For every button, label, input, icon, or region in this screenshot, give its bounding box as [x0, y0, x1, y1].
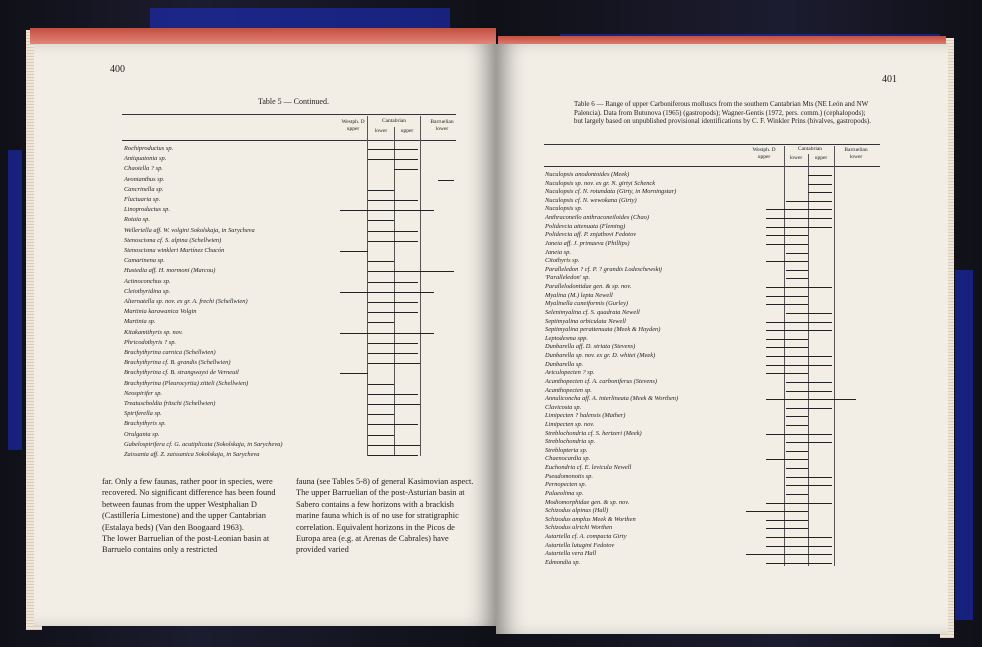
table-row-label: Edmondia sp. [545, 558, 581, 566]
header-cant-upper: upper [814, 155, 828, 161]
range-bar [368, 394, 418, 395]
column-divider [367, 116, 368, 456]
table-top-rule [544, 144, 880, 145]
table-row-label: 'Paralleledon' sp. [545, 274, 590, 282]
table-row-label: Anthraconeilo anthraconeiloides (Chao) [545, 214, 650, 222]
range-bar [786, 253, 808, 254]
table-row-label: Brachythyris sp. [124, 420, 166, 428]
table-row-label: Hustedia aff. H. mormoni (Marcou) [124, 267, 216, 275]
table-row-label: Alternatella sp. nov. ex gr. A. frechi (Schellwien) [124, 298, 248, 305]
page-edge-red-left [30, 28, 496, 44]
range-bar [766, 261, 808, 262]
table-row-label: Clavicosta sp. [545, 403, 582, 411]
range-bar [786, 408, 832, 409]
range-bar [746, 554, 832, 555]
table-row-label: Schizodus ulrichi Worthen [545, 524, 613, 532]
table-row-label: Limipecten ? halensis (Mather) [545, 412, 626, 420]
table-row-label: Janeia sp. [545, 248, 571, 256]
range-bar [368, 404, 420, 405]
range-bar [438, 180, 454, 181]
table-row-label: Nuculopsis cf. N. wewokana (Girty) [545, 196, 637, 204]
range-bar [766, 209, 832, 210]
range-bar [786, 442, 832, 443]
range-bar [368, 445, 420, 446]
table-row-label: Nuculopsis anodontoides (Meek) [545, 171, 630, 178]
table-row-label: Annuliconcha aff. A. interlineata (Meek & Worthen) [545, 395, 679, 403]
range-bar [786, 451, 808, 452]
table-header-rule [122, 140, 456, 141]
table-caption: Table 6 — Range of upper Carboniferous molluscs from the southern Cantabrian Mts (NE León and NW Palencia). Data from Butunova (1965) (gastropods); Wagner-Gentis (1972, pers. comm.) (cephalopods); but largely based on unpublished provisional identifications by C. F. Winkler Prins (bivalves, gastropods). [574, 100, 871, 126]
range-bar [808, 192, 832, 193]
range-bar [368, 159, 418, 160]
range-bar [368, 414, 394, 415]
body-paragraph-left: far. Only a few faunas, rather poor in species, were recovered. No significant difference has been found between faunas from the upper Westphalian D (Castillería Limestone) and the upper Cantabrian (Estalaya beds) (Van den Boogaard 1963). The lower Barruelian of the post-Leonian basin at Barruelo contains only a restricted [102, 477, 276, 555]
table-row-label: Chaoiella ? sp. [124, 165, 163, 173]
table-row-label: Septimyalina orbiculata Newell [545, 317, 626, 325]
table-row-label: Streblochondria sp. [545, 438, 596, 446]
range-bar [766, 235, 808, 236]
table-row-label: Actinoconchus sp. [124, 277, 171, 285]
table-row-label: Myalinella cuneiformis (Gurley) [545, 300, 629, 308]
table-top-rule [122, 114, 456, 115]
table-row-label: Zaissania aff. Z. zaissanica Sokolskaja, in Sarycheva [124, 451, 260, 458]
body-paragraph-right: fauna (see Tables 5-8) of general Kasimovian aspect. The upper Barruelian of the post-Asturian basin at Sabero contains a few horizons with a brackish marine fauna which is of no use for stratigraphic correlation. Equivalent horizons in the Picos de Europa area (e.g. at Arenas de Cabrales) have provided varied [296, 477, 474, 555]
range-bar [368, 220, 394, 221]
range-bar [394, 169, 418, 170]
range-bar [766, 356, 832, 357]
header-barruelian: Barruelian lower [844, 147, 868, 160]
range-bar [766, 322, 832, 323]
range-bar [786, 425, 808, 426]
page-number: 400 [110, 64, 125, 75]
table-row-label: Aviculopecten ? sp. [545, 369, 595, 377]
table-row-label: Phricodothyris ? sp. [124, 338, 177, 346]
range-bar [766, 347, 808, 348]
header-cant-lower: lower [789, 155, 803, 161]
range-bar [368, 241, 418, 242]
range-bar [340, 210, 434, 211]
range-bar [766, 227, 832, 228]
table-row-label: Kitakamithyris sp. nov. [124, 328, 183, 336]
table-row-label: Brachythyrina cf. B. grandis (Schellwien) [124, 359, 231, 367]
table-row-label: Acanthopecten sp. [545, 386, 592, 394]
table-row-label: Myalina (M.) lepta Newell [545, 291, 613, 299]
range-bar [786, 278, 808, 279]
table-row-label: Neospirifer sp. [124, 389, 162, 397]
range-bar [766, 296, 808, 297]
range-bar [368, 190, 394, 191]
column-divider [808, 154, 809, 566]
table-row-label: Streblochondria cf. S. hertzeri (Meek) [545, 429, 642, 437]
table-row-label: Citothyris sp. [545, 257, 580, 265]
range-bar [766, 399, 856, 400]
table-row-label: Parallelodontidae gen. & sp. nov. [545, 283, 632, 291]
table-row-label: Euchondria cf. E. levicula Newell [545, 464, 632, 472]
table-row-label: Gabelospirifera cf. G. acutiplicata (Sokolskaja, in Sarycheva) [124, 440, 283, 448]
range-bar [766, 503, 832, 504]
table-row-label: Treatuscholdia fritschi (Schellwien) [124, 400, 216, 407]
range-bar [786, 382, 832, 383]
range-bar [786, 468, 808, 469]
table-row-label: Palaeolima sp. [545, 489, 584, 497]
range-bar [766, 546, 832, 547]
range-bar [766, 563, 832, 564]
table-row-label: Pernopecten sp. [545, 481, 587, 489]
table-row-label: Camarinena sp. [124, 257, 165, 265]
table-row-label: Astartella lutugini Fedotov [545, 541, 615, 549]
range-bar [786, 494, 808, 495]
range-bar [368, 363, 420, 364]
left-page [34, 44, 496, 626]
range-bar [368, 435, 394, 436]
range-bar [340, 373, 368, 374]
table-row-label: Martinia sp. [124, 318, 156, 326]
header-cant-upper: upper [400, 128, 414, 134]
range-bar [766, 373, 808, 374]
table-row-label: Septimyalina perattenuata (Meek & Hayden) [545, 326, 661, 334]
table-row-label: Brachythyrina cf. B. strangwaysi de Verneuil [124, 369, 239, 377]
table-row-label: Welleriella aff. W. volgini Sokolskaja, in Sarycheva [124, 226, 255, 234]
range-bar [766, 330, 832, 331]
range-bar [766, 244, 808, 245]
table-row-label: Selenimyalina cf. S. quadrata Newell [545, 308, 640, 316]
range-bar [368, 200, 418, 201]
range-bar [340, 251, 368, 252]
table-row-label: Chaenocardia sp. [545, 455, 591, 463]
column-divider [420, 116, 421, 456]
table-row-label: Paralleledon ? cf. P. ? grandis Lodeschewskij [545, 265, 663, 273]
table-header-rule [544, 166, 880, 167]
range-bar [368, 271, 454, 272]
header-westph: Westph. D upper [752, 147, 776, 160]
cover-pattern [8, 150, 22, 450]
table-row-label: Cleiothyridina sp. [124, 287, 171, 295]
range-bar [368, 384, 394, 385]
range-bar [766, 520, 808, 521]
range-bar [766, 287, 832, 288]
range-bar [766, 434, 832, 435]
range-bar [368, 322, 394, 323]
range-bar [766, 365, 832, 366]
header-barruelian: Barruelian lower [430, 119, 454, 132]
table-row-label: Dunbarella sp. [545, 360, 584, 368]
table-row-label: Rotaia sp. [124, 216, 150, 224]
table-row-label: Streblopteria sp. [545, 446, 588, 454]
range-bar [368, 455, 418, 456]
table-row-label: Janeia aff. J. primaeva (Phillips) [545, 239, 630, 247]
range-bar [786, 313, 832, 314]
table-row-label: Brachythyrina (Pleurocyrtia) zitteli (Schellwien) [124, 379, 249, 387]
range-bar [766, 339, 808, 340]
header-cant-lower: lower [374, 128, 388, 134]
range-bar [368, 302, 418, 303]
range-bar [786, 391, 832, 392]
table-row-label: Rochiproductus sp. [124, 145, 174, 152]
table-row-label: Dunbarella sp. nov. ex gr. D. whitei (Meek) [545, 352, 656, 360]
table-row-label: Astartella cf. A. compacta Girty [545, 533, 627, 541]
range-bar [368, 261, 394, 262]
range-bar [368, 343, 418, 344]
range-bar [766, 459, 808, 460]
table-row-label: Polidevcia aff. P. znjathovi Fedotov [545, 231, 637, 239]
cover-pattern [955, 270, 973, 620]
table-row-label: Dunbarella aff. D. striata (Stevens) [545, 343, 636, 351]
table-row-label: Stenoscisma winkleri Martínez Chacón [124, 247, 225, 254]
range-bar [786, 270, 808, 271]
cover-pattern [150, 8, 450, 30]
table-row-label: Fluctuaria sp. [124, 196, 161, 203]
range-bar [340, 292, 434, 293]
range-bar [368, 312, 418, 313]
table-row-label: Nuculopsis sp. nov. ex gr. N. girtyi Schenck [545, 179, 656, 187]
header-cantabrian: Cantabrian [381, 118, 407, 124]
table-row-label: Modiomorphidae gen. & sp. nov. [545, 498, 630, 506]
table-row-label: Nuculopsis cf. N. rotundata (Girty, in Morningstar) [545, 188, 677, 196]
table-row-label: Cancrinella sp. [124, 185, 164, 193]
range-bar [786, 477, 832, 478]
range-bar [766, 537, 832, 538]
column-divider [834, 146, 835, 566]
table-row-label: Nuculopsis sp. [545, 205, 583, 213]
range-bar [368, 424, 418, 425]
table-row-label: Orulgania sp. [124, 430, 160, 438]
header-cantabrian: Cantabrian [797, 146, 823, 152]
range-bar [368, 353, 418, 354]
table-row-label: Brachythyrina carnica (Schellwien) [124, 349, 216, 356]
table-row-label: Antiquatonia sp. [124, 155, 167, 163]
table-row-label: Polidevcia attenuata (Fleming) [545, 222, 626, 230]
range-bar [368, 282, 418, 283]
range-bar [746, 511, 808, 512]
table-row-label: Schizodus amplus Meek & Worthen [545, 515, 636, 523]
table-row-label: Stenoscisma cf. S. alpina (Schellwien) [124, 236, 222, 244]
table-row-label: Astartella vera Hall [545, 550, 597, 558]
range-bar [766, 528, 808, 529]
table-row-label: Acanthopecten cf. A. carboniferus (Stevens) [545, 377, 658, 385]
range-bar [766, 218, 832, 219]
table-row-label: Pseudomonotis sp. [545, 472, 593, 480]
table-row-label: Avonianthus sp. [124, 175, 165, 183]
table-row-label: Linoproductus sp. [124, 206, 170, 214]
range-bar [368, 149, 418, 150]
table-title: Table 5 — Continued. [258, 97, 329, 106]
range-bar [340, 333, 434, 334]
table-row-label: Limipecten sp. nov. [545, 420, 595, 428]
range-bar [786, 416, 808, 417]
range-bar [786, 201, 832, 202]
range-bar [786, 485, 832, 486]
table-row-label: Spiriferella sp. [124, 410, 162, 418]
range-bar [808, 175, 832, 176]
table-row-label: Martinia karawanica Volgin [124, 308, 197, 316]
table-row-label: Schizodus alpinus (Hall) [545, 507, 609, 515]
header-westph: Westph. D upper [341, 119, 365, 132]
range-bar [808, 184, 832, 185]
table-row-label: Leptodesma spp. [545, 334, 588, 342]
page-number: 401 [882, 74, 897, 85]
right-page [496, 44, 948, 634]
range-bar [368, 231, 418, 232]
range-bar [766, 304, 808, 305]
